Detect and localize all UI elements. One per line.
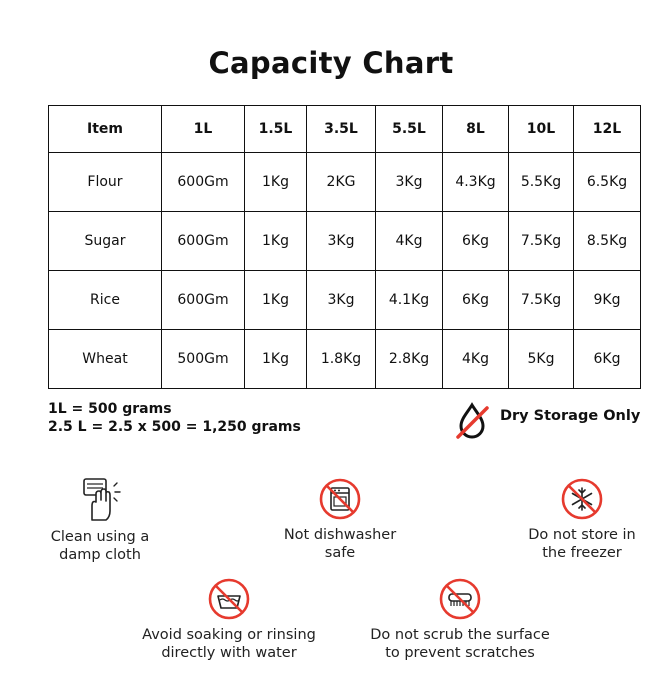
conversion-note-1: 1L = 500 grams xyxy=(48,401,172,417)
table-cell: 6Kg xyxy=(443,271,509,330)
table-cell: 3Kg xyxy=(307,271,376,330)
care-label-line2: safe xyxy=(324,545,356,561)
care-label-line2: directly with water xyxy=(161,645,297,661)
care-label-line1: Not dishwasher xyxy=(283,527,397,543)
table-cell: 1Kg xyxy=(245,212,307,271)
header-cell: 5.5L xyxy=(376,106,443,153)
care-label-line1: Clean using a xyxy=(50,529,150,545)
table-cell: 4Kg xyxy=(443,330,509,389)
hand-wiping-icon xyxy=(78,476,122,522)
dry-storage-label: Dry Storage Only xyxy=(500,408,641,424)
table-header-row xyxy=(49,106,641,153)
table-cell: 9Kg xyxy=(574,271,641,330)
table-cell: 3Kg xyxy=(307,212,376,271)
header-cell: 10L xyxy=(509,106,574,153)
table-cell: 6Kg xyxy=(574,330,641,389)
care-item-no-freezer xyxy=(513,478,651,562)
table-cell: 2KG xyxy=(307,153,376,212)
header-cell: 1L xyxy=(162,106,245,153)
table-cell: 1.8Kg xyxy=(307,330,376,389)
care-label-line2: to prevent scratches xyxy=(385,645,535,661)
table-cell: 6.5Kg xyxy=(574,153,641,212)
item-cell: Flour xyxy=(49,153,162,212)
no-freezer-icon xyxy=(561,478,603,520)
care-label-line2: the freezer xyxy=(542,545,622,561)
table-row xyxy=(49,271,641,330)
page-title: Capacity Chart xyxy=(208,46,454,80)
care-item-no-scrubbing xyxy=(354,578,566,662)
table-cell: 6Kg xyxy=(443,212,509,271)
table-cell: 4Kg xyxy=(376,212,443,271)
header-cell: 12L xyxy=(574,106,641,153)
header-cell: Item xyxy=(49,106,162,153)
table-cell: 5.5Kg xyxy=(509,153,574,212)
table-cell: 7.5Kg xyxy=(509,212,574,271)
header-cell: 3.5L xyxy=(307,106,376,153)
care-item-clean-damp-cloth xyxy=(36,476,164,564)
table-cell: 600Gm xyxy=(162,153,245,212)
no-scrubbing-icon xyxy=(439,578,481,620)
table-cell: 2.8Kg xyxy=(376,330,443,389)
table-row xyxy=(49,212,641,271)
care-item-no-soaking xyxy=(124,578,334,662)
header-cell: 8L xyxy=(443,106,509,153)
table-cell: 5Kg xyxy=(509,330,574,389)
table-cell: 8.5Kg xyxy=(574,212,641,271)
table-cell: 600Gm xyxy=(162,212,245,271)
care-label-line1: Avoid soaking or rinsing xyxy=(142,627,316,643)
table-cell: 3Kg xyxy=(376,153,443,212)
conversion-note-2: 2.5 L = 2.5 x 500 = 1,250 grams xyxy=(48,419,301,435)
dry-storage-badge xyxy=(452,401,642,441)
conversion-notes xyxy=(48,400,301,436)
care-label-line1: Do not scrub the surface xyxy=(370,627,550,643)
care-item-not-dishwasher-safe xyxy=(260,478,420,562)
capacity-table xyxy=(48,105,641,389)
no-soaking-icon xyxy=(208,578,250,620)
table-row xyxy=(49,330,641,389)
item-cell: Wheat xyxy=(49,330,162,389)
header-cell: 1.5L xyxy=(245,106,307,153)
table-cell: 500Gm xyxy=(162,330,245,389)
care-label-line1: Do not store in xyxy=(528,527,636,543)
item-cell: Rice xyxy=(49,271,162,330)
care-label-line2: damp cloth xyxy=(59,547,141,563)
table-cell: 1Kg xyxy=(245,153,307,212)
table-cell: 1Kg xyxy=(245,330,307,389)
item-cell: Sugar xyxy=(49,212,162,271)
no-dishwasher-icon xyxy=(319,478,361,520)
no-water-drop-icon xyxy=(452,401,492,441)
table-cell: 7.5Kg xyxy=(509,271,574,330)
table-cell: 4.1Kg xyxy=(376,271,443,330)
table-cell: 4.3Kg xyxy=(443,153,509,212)
table-cell: 600Gm xyxy=(162,271,245,330)
table-cell: 1Kg xyxy=(245,271,307,330)
table-row xyxy=(49,153,641,212)
